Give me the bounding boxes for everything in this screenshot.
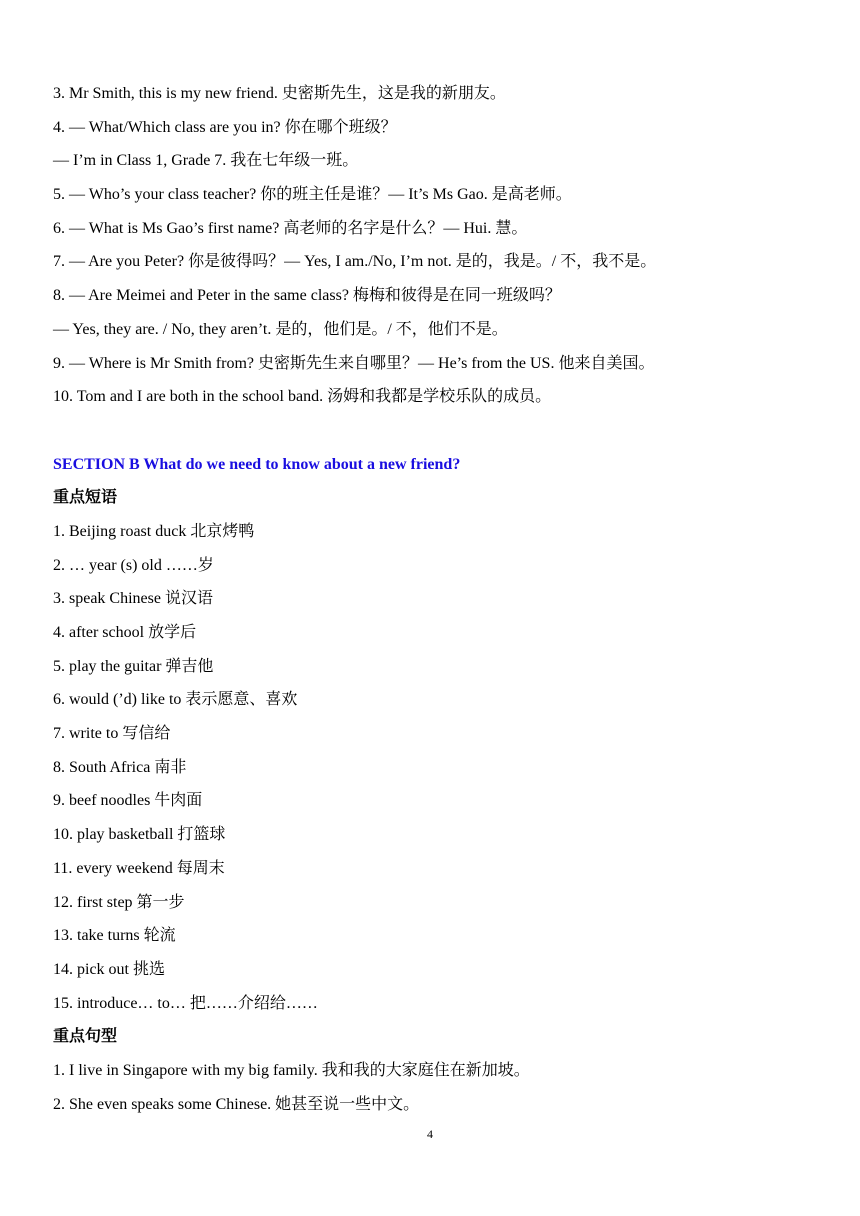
phrase-item: 12. first step 第一步	[53, 893, 185, 911]
page-number: 4	[427, 1127, 433, 1141]
section-title: SECTION B What do we need to know about a new friend?	[53, 455, 461, 473]
phrase-item: 10. play basketball 打篮球	[53, 826, 226, 844]
sentence-line: — Yes, they are. / No, they aren’t. 是的，他们是。/ 不，他们不是。	[53, 320, 508, 338]
phrase-item: 3. speak Chinese 说汉语	[53, 590, 213, 608]
sentence-line: 6. — What is Ms Gao’s first name? 高老师的名字是什么？— Hui. 慧。	[53, 219, 528, 237]
phrase-item: 8. South Africa 南非	[53, 758, 187, 776]
phrase-item: 13. take turns 轮流	[53, 927, 176, 945]
phrase-item: 15. introduce… to… 把……介绍给……	[53, 994, 318, 1012]
phrase-item: 5. play the guitar 弹吉他	[53, 657, 214, 675]
phrase-item: 6. would (’d) like to 表示愿意、喜欢	[53, 691, 298, 709]
sentence-pattern-item: 1. I live in Singapore with my big family. 我和我的大家庭住在新加坡。	[53, 1061, 530, 1079]
sentence-line: 3. Mr Smith, this is my new friend. 史密斯先生，这是我的新朋友。	[53, 85, 506, 102]
sentence-line: 4. — What/Which class are you in? 你在哪个班级？	[53, 118, 397, 136]
sentences-heading: 重点句型	[53, 1028, 118, 1046]
sentence-pattern-item: 2. She even speaks some Chinese. 她甚至说一些中文。	[53, 1095, 420, 1113]
phrase-item: 1. Beijing roast duck 北京烤鸭	[53, 522, 255, 540]
sentence-line: 8. — Are Meimei and Peter in the same class? 梅梅和彼得是在同一班级吗？	[53, 287, 561, 305]
content	[53, 82, 820, 1126]
phrase-item: 9. beef noodles 牛肉面	[53, 792, 203, 810]
phrase-item: 2. … year (s) old ……岁	[53, 556, 214, 574]
sentence-line: 9. — Where is Mr Smith from? 史密斯先生来自哪里？— He’s from the US. 他来自美国。	[53, 354, 655, 372]
phrase-item: 14. pick out 挑选	[53, 960, 165, 978]
sentence-line: 7. — Are you Peter? 你是彼得吗？— Yes, I am./No, I’m not. 是的，我是。/ 不，我不是。	[53, 253, 657, 271]
phrases-heading: 重点短语	[53, 489, 118, 507]
spacer	[53, 419, 820, 453]
sentence-line: 10. Tom and I are both in the school band. 汤姆和我都是学校乐队的成员。	[53, 388, 552, 406]
phrase-item: 4. after school 放学后	[53, 624, 197, 641]
sentence-line: — I’m in Class 1, Grade 7. 我在七年级一班。	[53, 152, 359, 170]
phrase-item: 7. write to 写信给	[53, 725, 171, 743]
phrase-item: 11. every weekend 每周末	[53, 859, 225, 877]
sentence-line: 5. — Who’s your class teacher? 你的班主任是谁？— It’s Ms Gao. 是高老师。	[53, 186, 572, 204]
